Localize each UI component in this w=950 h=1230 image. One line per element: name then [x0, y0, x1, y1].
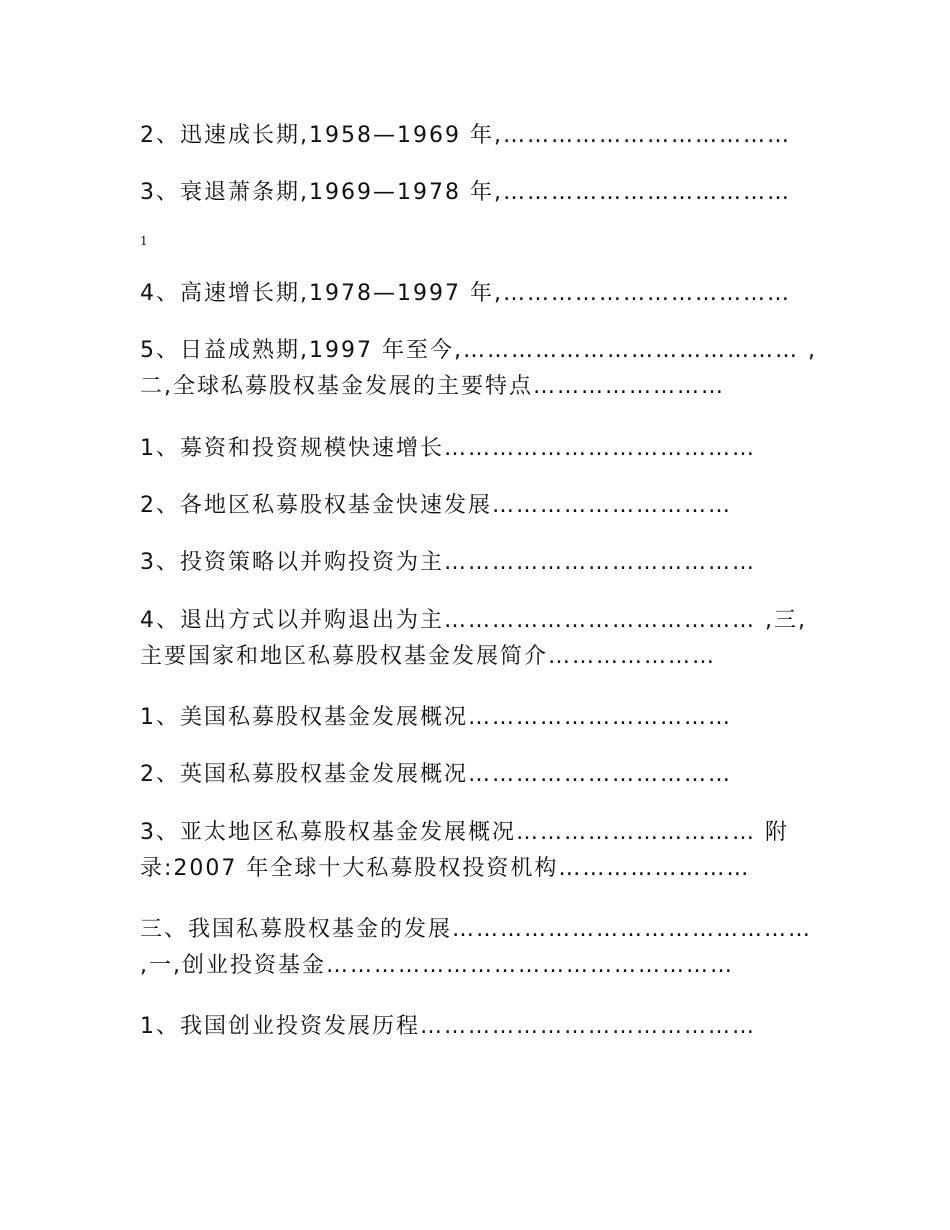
toc-entry-china-development-and-venture-fund: 三、我国私募股权基金的发展……………………………………… ,一,创业投资基金…………………………………………… [140, 917, 822, 978]
toc-entry-exit-and-country-overview: 4、退出方式以并购退出为主………………………………… ,三,主要国家和地区私募股权基金发展简介………………… [140, 608, 807, 669]
toc-entry-maturity-and-global-features: 5、日益成熟期,1997 年至今,…………………………………… ,二,全球私募股权基金发展的主要特点…………………… [140, 338, 817, 399]
toc-entry-rapid-growth: 2、迅速成长期,1958—1969 年,……………………………… [140, 123, 791, 148]
toc-entry-decline: 3、衰退萧条期,1969—1978 年,……………………………… [140, 180, 791, 205]
page-number: 1 [140, 234, 148, 248]
toc-entry-uk-overview: 2、英国私募股权基金发展概况…………………………… [140, 762, 732, 787]
toc-entry-fundraising-growth: 1、募资和投资规模快速增长………………………………… [140, 436, 756, 461]
toc-entry-regional-development: 2、各地区私募股权基金快速发展………………………… [140, 493, 732, 518]
toc-entry-high-growth: 4、高速增长期,1978—1997 年,……………………………… [140, 281, 791, 306]
toc-entry-us-overview: 1、美国私募股权基金发展概况…………………………… [140, 705, 732, 730]
toc-entry-asia-pacific-and-appendix: 3、亚太地区私募股权基金发展概况………………………… 附录:2007 年全球十大私募股权投资机构…………………… [140, 820, 789, 881]
toc-entry-investment-strategy: 3、投资策略以并购投资为主………………………………… [140, 550, 756, 575]
toc-entry-china-venture-history: 1、我国创业投资发展历程…………………………………… [140, 1014, 756, 1039]
